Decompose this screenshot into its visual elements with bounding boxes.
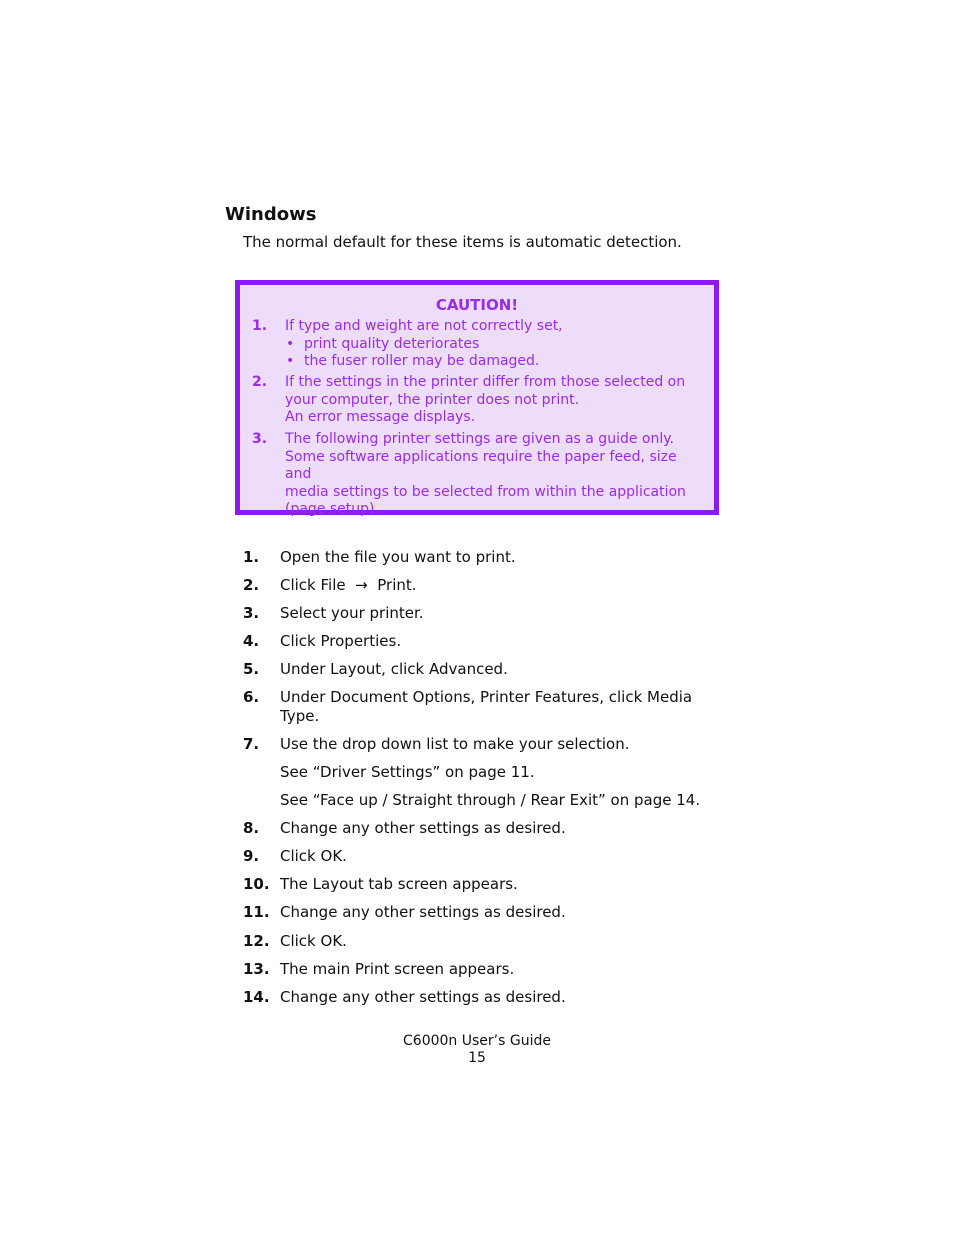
intro-text: The normal default for these items is automatic detection. — [243, 233, 682, 251]
step-text: Use the drop down list to make your selection. — [280, 735, 630, 753]
guide-title: C6000n User’s Guide — [403, 1033, 551, 1049]
section-heading: Windows — [225, 204, 317, 225]
caution-item — [252, 374, 702, 427]
step-text: Open the file you want to print. — [280, 548, 516, 566]
step-number: 4. — [243, 632, 260, 650]
step-item — [243, 960, 733, 979]
page-footer — [0, 1033, 954, 1067]
step-text: Change any other settings as desired. — [280, 903, 566, 921]
step-item — [243, 932, 733, 951]
step-number: 5. — [243, 660, 260, 678]
step-text-continued: Type. — [280, 707, 320, 725]
step-note — [243, 791, 733, 810]
step-number: 8. — [243, 819, 260, 837]
step-number: 3. — [243, 604, 260, 622]
step-item — [243, 988, 733, 1007]
step-item — [243, 660, 733, 679]
caution-bullet: • the fuser roller may be damaged. — [285, 353, 702, 371]
step-number: 12. — [243, 932, 270, 950]
step-number: 11. — [243, 903, 270, 921]
step-text: Click OK. — [280, 847, 347, 865]
caution-item-number: 2. — [252, 374, 268, 390]
step-text: Change any other settings as desired. — [280, 988, 566, 1006]
step-number: 9. — [243, 847, 260, 865]
caution-item — [252, 431, 702, 519]
caution-item-line: media settings to be selected from within the application — [285, 483, 686, 500]
step-item — [243, 688, 733, 726]
step-text: Click Properties. — [280, 632, 402, 650]
caution-item — [252, 318, 702, 371]
step-text: The Layout tab screen appears. — [280, 875, 518, 893]
caution-item-line: Some software applications require the paper feed, size and — [285, 448, 677, 482]
caution-box — [235, 280, 719, 515]
step-number: 7. — [243, 735, 260, 753]
step-item — [243, 847, 733, 866]
caution-item-number: 3. — [252, 431, 268, 447]
step-item — [243, 576, 733, 595]
step-number: 6. — [243, 688, 260, 706]
step-number: 13. — [243, 960, 270, 978]
caution-item-line: If the settings in the printer differ from those selected on — [285, 374, 686, 390]
step-text: Under Document Options, Printer Features, click Media — [280, 688, 693, 706]
step-number: 14. — [243, 988, 270, 1006]
step-text: Change any other settings as desired. — [280, 819, 566, 837]
caution-item-line: The following printer settings are given as a guide only. — [285, 431, 674, 447]
step-text: See “Driver Settings” on page 11. — [280, 763, 535, 781]
caution-title: CAUTION! — [435, 296, 519, 314]
step-number: 10. — [243, 875, 270, 893]
caution-item-line: (page setup). — [285, 501, 379, 517]
step-item — [243, 903, 733, 922]
caution-item-number: 1. — [252, 318, 268, 334]
step-text: Select your printer. — [280, 604, 424, 622]
step-item — [243, 604, 733, 623]
caution-item-line: your computer, the printer does not print. — [285, 391, 580, 408]
step-item — [243, 632, 733, 651]
step-item — [243, 548, 733, 567]
step-item — [243, 819, 733, 838]
step-text: Under Layout, click Advanced. — [280, 660, 508, 678]
caution-bullet: • print quality deteriorates — [285, 336, 702, 354]
step-text: See “Face up / Straight through / Rear Exit” on page 14. — [280, 791, 701, 809]
step-number: 1. — [243, 548, 260, 566]
caution-item-text: If type and weight are not correctly set, — [285, 318, 563, 334]
step-note — [243, 763, 733, 782]
step-item — [243, 875, 733, 894]
step-number: 2. — [243, 576, 260, 594]
step-text: The main Print screen appears. — [280, 960, 515, 978]
caution-item-line: An error message displays. — [285, 409, 476, 425]
step-text: Click File → Print. — [280, 576, 417, 594]
step-text: Click OK. — [280, 932, 347, 950]
page-number: 15 — [468, 1050, 486, 1066]
step-item — [243, 735, 733, 754]
